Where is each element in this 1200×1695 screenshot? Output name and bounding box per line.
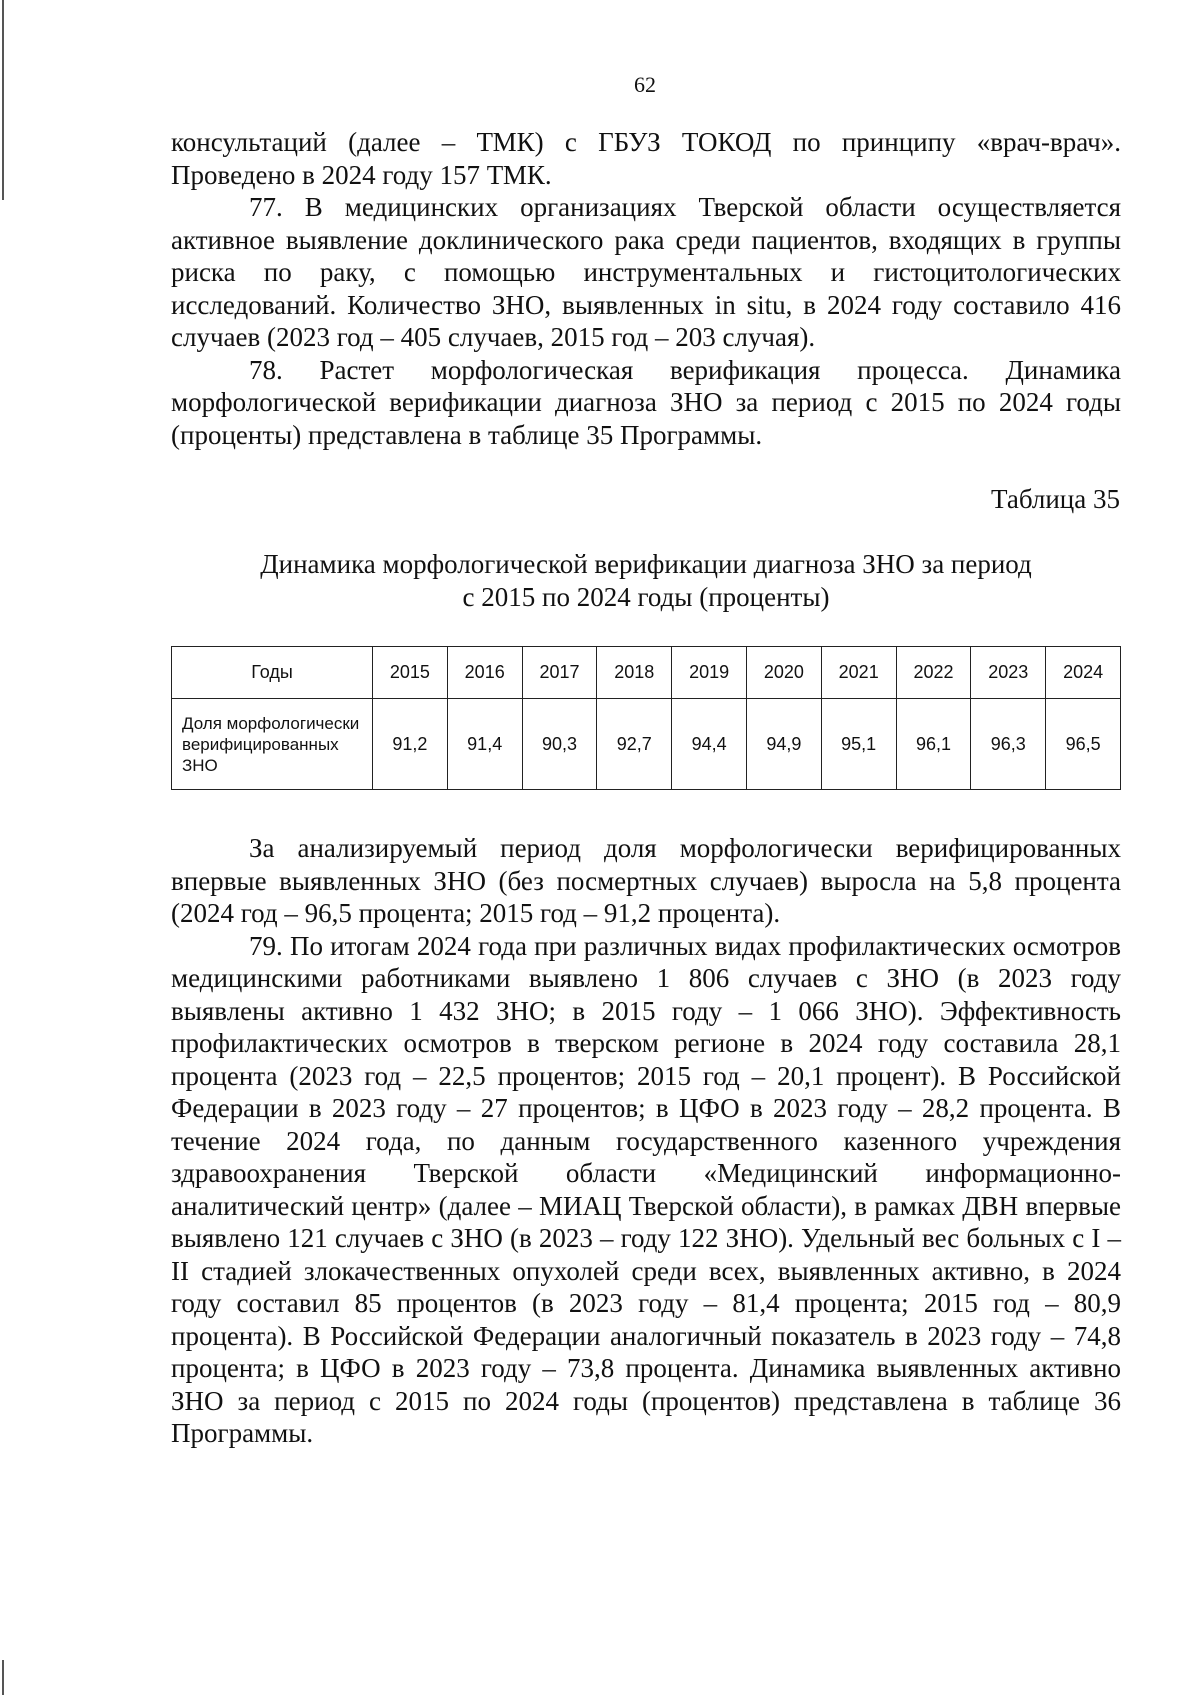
table-title-line-2: с 2015 по 2024 годы (проценты) [462, 582, 830, 612]
header-cell-year: 2020 [746, 647, 821, 699]
value-cell: 96,3 [971, 699, 1046, 790]
header-cell-year: 2019 [672, 647, 747, 699]
page-number: 62 [634, 72, 656, 97]
value-cell: 94,4 [672, 699, 747, 790]
value-cell: 95,1 [821, 699, 896, 790]
header-cell-years: Годы [172, 647, 373, 699]
row-label-cell: Доля морфологически верифицированных ЗНО [172, 699, 373, 790]
value-cell: 91,2 [373, 699, 448, 790]
value-cell: 92,7 [597, 699, 672, 790]
header-cell-year: 2018 [597, 647, 672, 699]
text-section-bottom [171, 832, 1121, 1450]
table-title-line-1: Динамика морфологической верификации диагноза ЗНО за период [260, 549, 1032, 579]
header-cell-year: 2021 [821, 647, 896, 699]
verification-table [171, 646, 1121, 790]
scan-margin-line [2, 1660, 4, 1695]
value-cell: 96,5 [1046, 699, 1121, 790]
table-header-row [172, 647, 1121, 699]
scan-margin-line [2, 0, 4, 200]
header-cell-year: 2023 [971, 647, 1046, 699]
header-cell-year: 2015 [373, 647, 448, 699]
value-cell: 94,9 [746, 699, 821, 790]
header-cell-year: 2022 [896, 647, 971, 699]
header-cell-year: 2017 [522, 647, 597, 699]
value-cell: 96,1 [896, 699, 971, 790]
header-cell-year: 2024 [1046, 647, 1121, 699]
paragraph-77: 77. В медицинских организациях Тверской области осуществляется активное выявление доклинического рака среди пациентов, входящих в группы риска по раку, с помощью инструментальных и гистоцитологических исследований. Количество ЗНО, выявленных in situ, в 2024 году составило 416 случаев (2023 год – 405 случаев, 2015 год – 203 случая). [171, 192, 1121, 352]
table-value-row [172, 699, 1121, 790]
value-cell: 90,3 [522, 699, 597, 790]
header-cell-year: 2016 [447, 647, 522, 699]
table-title [171, 548, 1121, 614]
paragraph-continuation: консультаций (далее – ТМК) с ГБУЗ ТОКОД по принципу «врач-врач». Проведено в 2024 году 157 ТМК. [171, 127, 1121, 190]
paragraph-78: 78. Растет морфологическая верификация процесса. Динамика морфологической верификации диагноза ЗНО за период с 2015 по 2024 годы (проценты) представлена в таблице 35 Программы. [171, 354, 1121, 450]
table-label: Таблица 35 [991, 484, 1120, 514]
paragraph-analysis: За анализируемый период доля морфологически верифицированных впервые выявленных ЗНО (без посмертных случаев) выросла на 5,8 процента (2024 год – 96,5 процента; 2015 год – 91,2 процента). [171, 833, 1121, 928]
text-section-top [171, 126, 1121, 451]
paragraph-79: 79. По итогам 2024 года при различных видах профилактических осмотров медицинскими работниками выявлено 1 806 случаев с ЗНО (в 2023 году выявлены активно 1 432 ЗНО; в 2015 году – 1 066 ЗНО). Эффективность профилактических осмотров в тверском регионе в 2024 году составила 28,1 процента (2023 год – 22,5 процентов; 2015 год – 20,1 процент). В Российской Федерации в 2023 году – 27 процентов; в ЦФО в 2023 году – 28,2 процента. В течение 2024 года, по данным государственного казенного учреждения здравоохранения Тверской области «Медицинский информационно-аналитический центр» (далее – МИАЦ Тверской области), в рамках ДВН впервые выявлено 121 случаев с ЗНО (в 2023 – году 122 ЗНО). Удельный вес больных с I – II стадией злокачественных опухолей среди всех, выявленных активно, в 2024 году составил 85 процентов (в 2023 году – 81,4 процента; 2015 год – 80,9 процента). В Российской Федерации аналогичный показатель в 2023 году – 74,8 процента; в ЦФО в 2023 году – 73,8 процента. Динамика выявленных активно ЗНО за период с 2015 по 2024 годы (процентов) представлена в таблице 36 Программы. [171, 930, 1121, 1448]
value-cell: 91,4 [447, 699, 522, 790]
